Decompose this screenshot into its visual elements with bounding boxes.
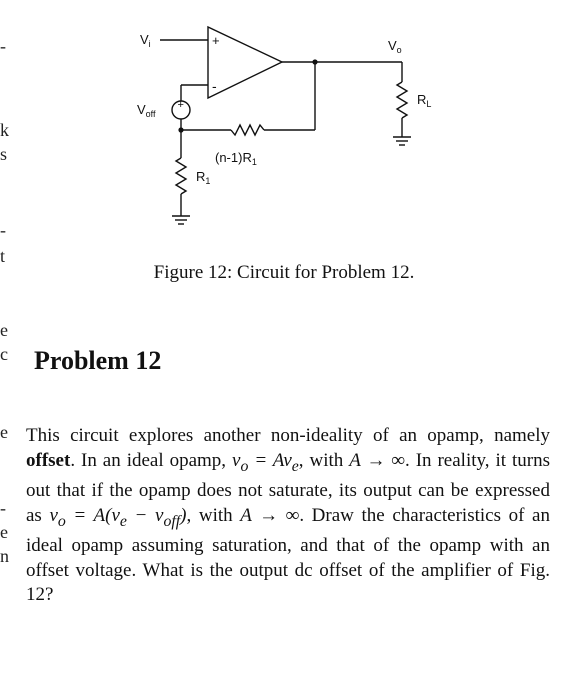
opamp-minus-label: - <box>212 78 217 94</box>
problem-title: Problem 12 <box>34 346 162 375</box>
margin-fragment: s <box>0 144 8 164</box>
margin-fragment: k <box>0 120 9 140</box>
margin-fragment: c <box>0 344 8 364</box>
voff-plus-label: + <box>177 99 184 111</box>
problem-body: This circuit explores another non-ideality of an opamp, namely offset. In an ideal opamp, $v_o = Av_e$, with A → ∞. In reality, it turns out that if the opamp does not saturate, its output can be expressed as $v_o = A(v_e - v_{off})$, with A → ∞. Draw the characteristics of an ideal opamp assuming saturation, and that of the opamp with an offset voltage. What is the output dc offset of the amplifier of Fig. 12? <box>26 425 551 606</box>
eq-offset: $v_o = A(v_e - v_{off})$ <box>49 504 187 530</box>
voff-label: $V_{off}$ <box>137 102 156 119</box>
rf-resistor <box>231 125 264 135</box>
vo-label: $V_o$ <box>388 38 402 55</box>
figure-caption: Figure 12: Circuit for Problem 12. <box>153 262 415 283</box>
margin-fragment: e <box>0 320 8 340</box>
margin-fragment: t <box>0 246 6 266</box>
opamp-plus-label: + <box>212 33 220 48</box>
circuit-diagram <box>0 0 568 250</box>
rl-resistor <box>397 82 407 118</box>
margin-fragment: e <box>0 522 8 542</box>
r1-resistor <box>176 158 186 194</box>
output-junction <box>312 59 317 64</box>
offset-term: offset <box>26 449 71 471</box>
eq-ideal: $v_o = Av_e$ <box>232 449 299 475</box>
r1-junction <box>178 127 183 132</box>
rl-label: $R_L$ <box>417 92 432 109</box>
r1-label: $R_1$ <box>196 169 211 186</box>
margin-fragment: - <box>0 220 6 240</box>
margin-fragment: - <box>0 36 6 56</box>
vi-label: $V_i$ <box>140 32 151 49</box>
rf-label: $(n-1)R_1$ <box>215 150 257 167</box>
margin-fragment: n <box>0 546 9 566</box>
margin-fragment: - <box>0 498 6 518</box>
margin-fragment: e <box>0 422 8 442</box>
